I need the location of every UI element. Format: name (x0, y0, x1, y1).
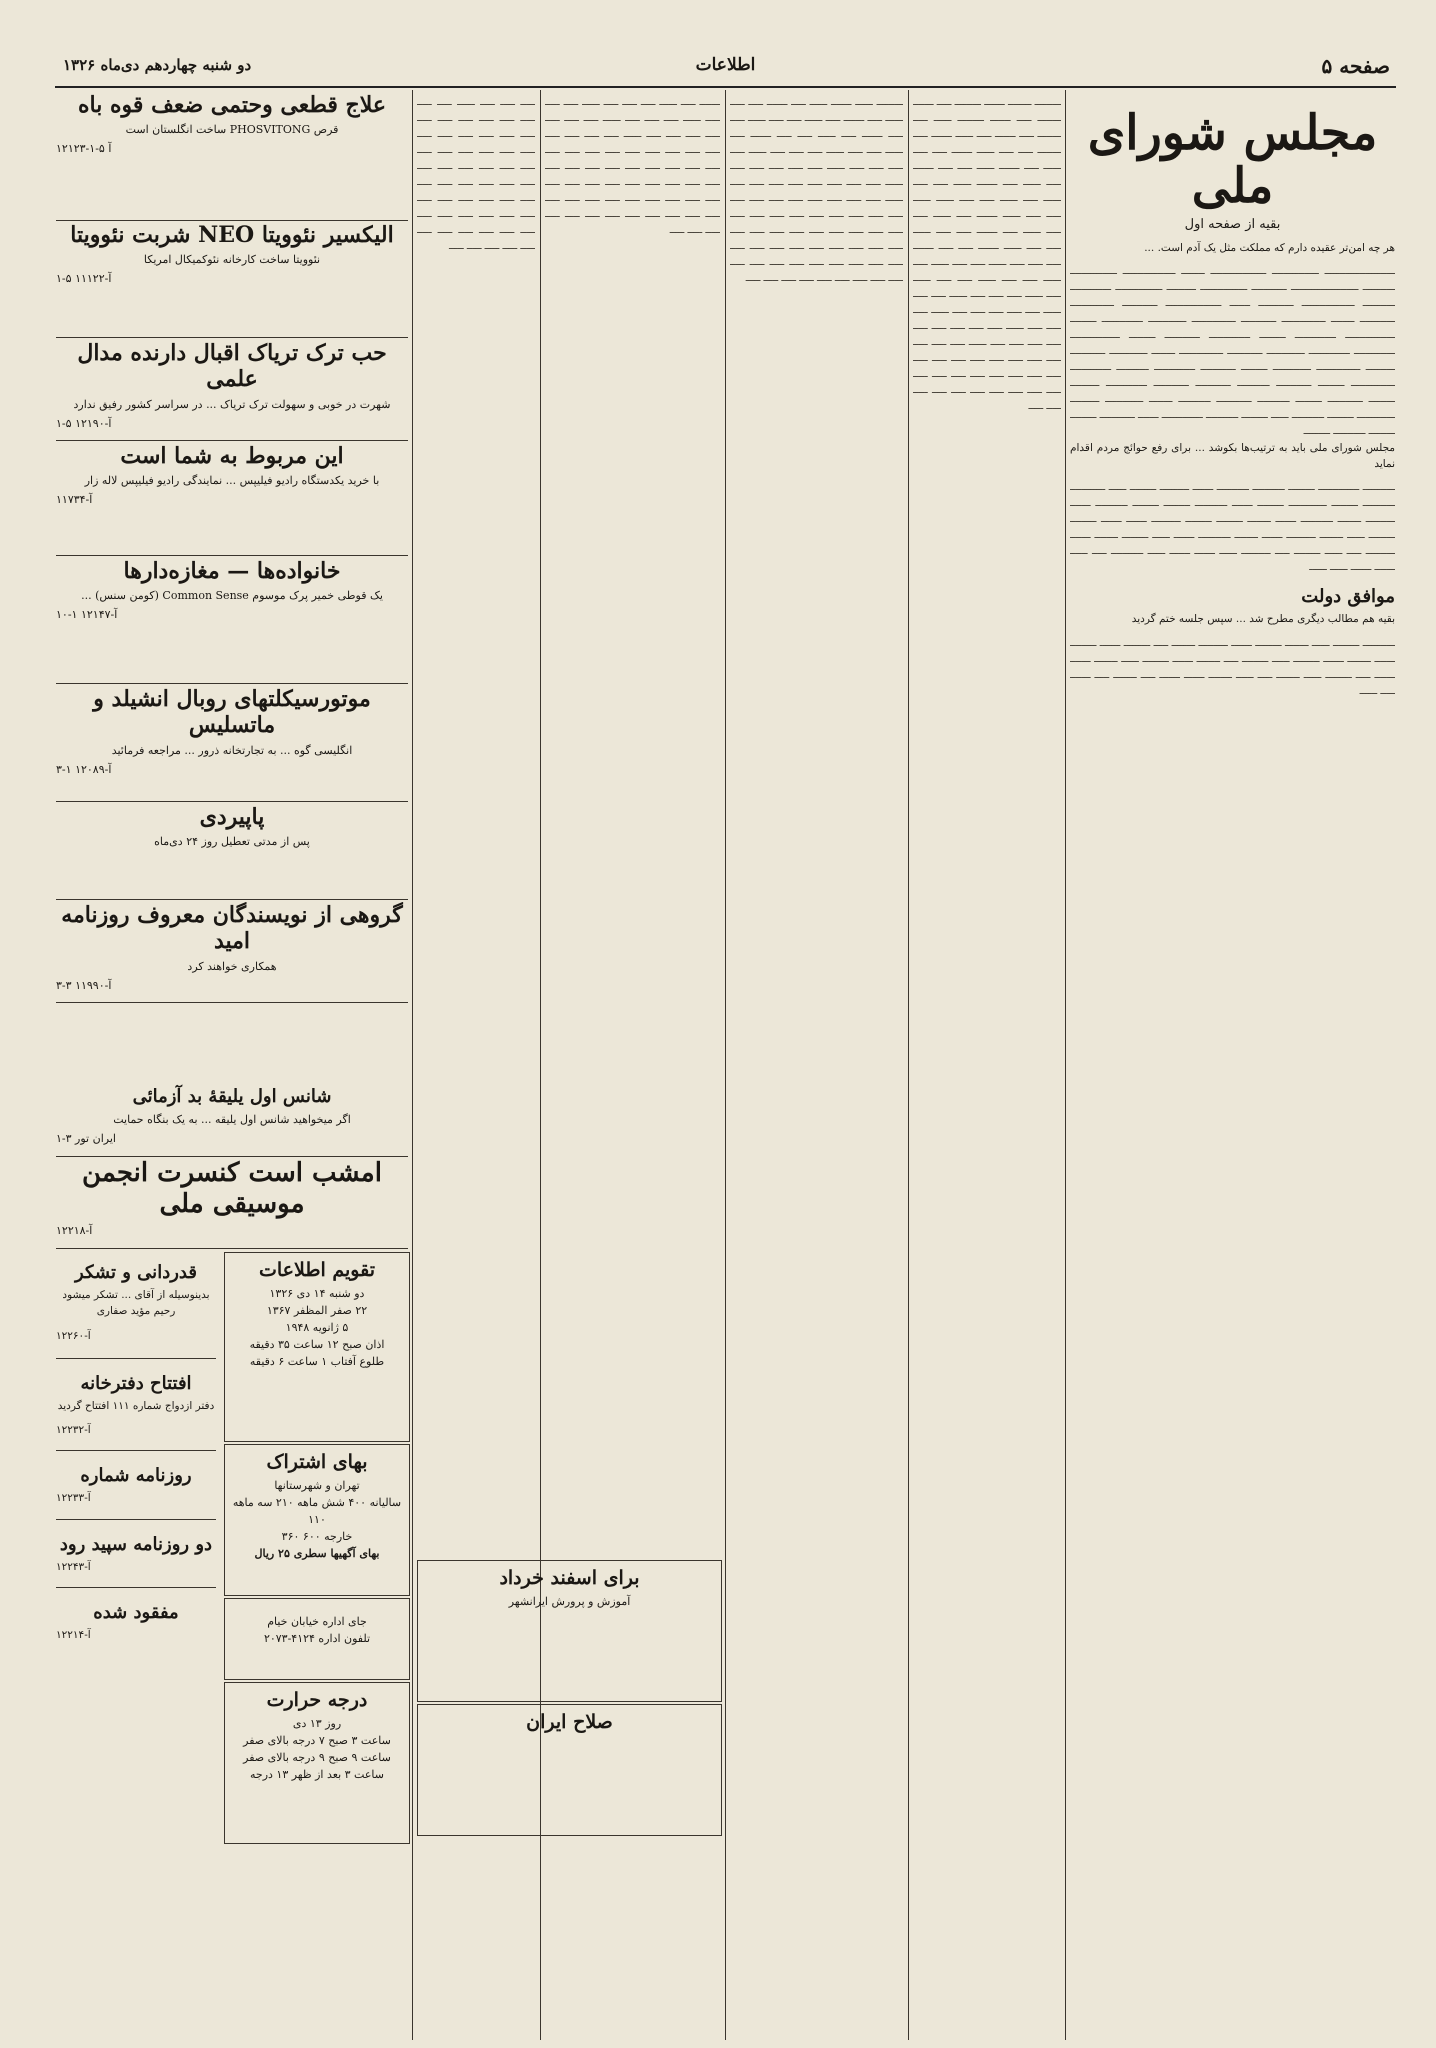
notice-title: روزنامه شماره (80, 1465, 192, 1487)
page-header (55, 48, 1396, 88)
ad-title: حب ترک تریاک اقبال دارنده مدال علمی (77, 340, 387, 393)
calendar-box (224, 1252, 410, 1442)
date-line: دو شنبه چهاردهم دی‌ماه ۱۳۲۶ (63, 56, 252, 74)
body-text: ـــــــــــ ــــــــــــــ ـــــــــ ـــــــــــ ـــــــــــ ـــــــ ــــــــــ ـــــــــ ــــــ ــــــــــــ ـــــــــــ ـــــــــ ـــــــــــــ ـــــــــ ـــــــ ـــــــــــ ـــــــــ ـــــــــ ـــــــــــ ـــــــ ــــــــــ ــــــــ ـــــــــــ ـــــــ ــــــــ ـــــــــ ـــــــــ ــــــــــ ـــــــ ـــــــ ـــــــــ ـــــــــ ــــــ ــــــــ ــــــــــ ـــــــ ــــــــ ـــــــــــ ـــــــ ــــــ ـــــــــ ــــــــ ـــــــ ــــــــــ ـــــ ــــــ ـــــــــ ـــــ ــــــــــ ــــــ ـــــــ ـــــــ ــــــ ـــــــــــ ـــــ ــــــ ـــــــ ـــــــ ــــــ ــــــ (1070, 482, 1395, 574)
calendar-row: دو شنبه ۱۴ دی ۱۳۲۶ (269, 1287, 365, 1300)
notice (56, 1451, 216, 1519)
ad-body: اگر میخواهید شانس اول یلیقه ... به یک بنگاه حمایت (113, 1112, 351, 1126)
ad-title: علاج قطعی وحتمی ضعف قوه باه (77, 92, 386, 118)
section-heading: موافق دولت (1301, 586, 1395, 608)
ad-body: پس از مدتی تعطیل روز ۲۴ دی‌ماه (154, 835, 310, 849)
ad-block (56, 92, 408, 221)
ad-ref: آ-۱۲۲۱۸ (56, 1224, 93, 1238)
calendar-row: ۲۲ صفر المظفر ۱۳۶۷ (266, 1304, 368, 1318)
article-headline: مجلس شورای ملی (1087, 105, 1378, 214)
paper-name: اطلاعات (695, 55, 756, 75)
notice (56, 1588, 216, 1655)
ad-title: خانواده‌ها — مغازه‌دارها (123, 558, 341, 584)
temperature-title: درجه حرارت (266, 1689, 368, 1711)
page-label: صفحه ۵ (1321, 54, 1390, 78)
notice-ref: آ-۱۲۲۳۲ (56, 1424, 91, 1437)
notice (56, 1359, 216, 1452)
ad-body: یک قوطی خمیر پرک موسوم Common Sense (کومن سنس) ... (81, 589, 383, 603)
notice-title: افتتاح دفترخانه (80, 1372, 192, 1394)
subscription-subtitle: تهران و شهرستانها (274, 1479, 360, 1492)
calendar-time: اذان صبح ۱۲ ساعت ۳۵ دقیقه (249, 1338, 385, 1352)
ad-block (56, 804, 408, 900)
ad-ref: آ-۱۱۷۳۴ (56, 493, 93, 507)
article-subhead: بقیه از صفحه اول (1184, 216, 1281, 232)
ad-body: با خرید یکدستگاه رادیو فیلیپس ... نمایندگی رادیو فیلیپس لاله زار (84, 474, 380, 488)
temperature-row: ساعت ۳ بعد از ظهر ۱۳ درجه (250, 1768, 384, 1782)
notices-column (56, 1252, 216, 2032)
ad-title: شانس اول یلیقهٔ بد آزمائی (132, 1086, 332, 1107)
article-paragraph: بقیه هم مطالب دیگری مطرح شد ... سپس جلسه ختم گردید (1131, 613, 1395, 626)
notice-ref: آ-۱۲۲۱۴ (56, 1628, 91, 1641)
article-column: ـــــــــ ــــــ ـــــــ ــــــ ـــــ ـــــــ ـــــ ـــــ ــــــ ـــــ ـــــــ ـــــ ــــــ ـــــ ـــــ ــــــ ـــــ ـــــ ـــــــ ـــــ ــــــ ـــــ ـــــ ـــــــ ـــــ ــــــ ـــــ ـــــ ــــــ ـــــ ـــــ ـــــ ــــــ ـــــ ـــــ ـــــ ـــــ ــــــ ـــــ ـــــ ـــــ ـــــ ـــــ ــــــ ـــــ ـــــ ـــــ ـــــ ـــــ ـــــ ـــــ ـــــ ــــــ ـــــ ـــــ ـــــ ـــــ ـــــ ـــــ ـــــ ـــــ ـــــ ـــــ ـــــ ـــــ ـــــ ـــــ ـــــ ـــــ ـــــ ـــــ ـــــ ـــــ ـــــ ـــــ ـــــ ـــــ ـــــ ـــــ ـــــ ـــــ ـــــ ـــــ ـــــ ـــــ ـــــ ـــــ ـــــ ـــــ ـــــ ـــــ ـــــ ـــــ ـــــ ـــــ ـــــ ـــــ ـــــ ـــــ ـــــ ـــــ ـــــ ـــــ ـــــ ـــــ ـــــ (730, 97, 903, 284)
article-paragraph: مجلس شورای ملی باید به ترتیب‌ها بکوشد ... برای رفع حوائج مردم اقدام نماید (1070, 441, 1395, 471)
main-article (1070, 95, 1395, 2035)
body-text: ـــــــــــ ـــــــــ ــــــ ــــــــ ـــــــــ ـــــــ ــــــــــ ــــــــ ـــــ ـــــــــ ـــــــ ـــــــــ ـــــــ ــــــــ ـــــــ ـــــــــ ــــــ ـــــــــ ـــــ ــــــــ ـــــــ ـــــــــ ــــــ ــــــــ ـــــــ ـــــــ ـــــ ـــــــــ ــــــ ــــــــ ـــــ ــــــ ــــــــ ـــــــ ـــــــ ـــــ ــــــــ ـــــ ـــــــ ـــــ ــــــ (1070, 637, 1395, 697)
salah-iran-box (417, 1704, 722, 1836)
ad-title: امشب است کنسرت انجمن موسیقی ملی (82, 1158, 382, 1220)
education-ad-title: برای اسفند خرداد (499, 1567, 640, 1589)
column-rule (1065, 90, 1066, 2040)
notice-ref: آ-۱۲۲۴۳ (56, 1560, 91, 1573)
ad-ref: ایران تور ۳-۱ (56, 1131, 116, 1145)
notice (56, 1262, 216, 1359)
office-line: جای اداره خیابان خیام (267, 1615, 367, 1628)
notice-title: قدردانی و تشکر (75, 1262, 197, 1283)
temperature-row: ساعت ۹ صبح ۹ درجه بالای صفر (243, 1751, 391, 1765)
temperature-date: روز ۱۳ دی (292, 1717, 342, 1730)
notice-title: مفقود شده (93, 1601, 179, 1623)
ad-body: قرص PHOSVITONG ساخت انگلستان است (125, 123, 339, 137)
ad-block (56, 902, 408, 1003)
subscription-row: خارجه ۶۰۰ ۳۶۰ (281, 1530, 353, 1544)
calendar-row: ۵ ژانویه ۱۹۴۸ (285, 1321, 349, 1335)
notice-ref: آ-۱۲۲۶۰ (56, 1329, 91, 1342)
subscription-row: سالیانه ۴۰۰ شش ماهه ۲۱۰ سه ماهه ۱۱۰ (232, 1496, 402, 1527)
article-column: ـــــــــ ــــــــ ـــــــ ـــــــــ ـــــ ـــــــ ــــــــ ـــــ ـــــــ ـــــــــ ــــــ ـــــ ــــــــ ـــــ ـــــــ ـــــ ــــــ ـــــــ ـــــ ــــــــ ـــــ ـــــ ــــــ ـــــــ ـــــ ـــــ ــــــ ـــــ ـــــــ ــــــ ـــــ ـــــ ـــــــ ـــــ ــــــ ـــــ ـــــــ ــــــ ـــــ ـــــ ــــــ ـــــ ــــــ ـــــ ـــــ ــــــ ــــــ ـــــ ـــــ ــــــ ـــــــ ـــــ ــــــ ـــــ ـــــ ــــــ ـــــ ـــــــ ـــــ ـــــ ــــــ ـــــ ـــــ ــــــ ـــــــ ـــــ ـــــ ـــــــ ـــــ ـــــ ـــــ ــــــ ـــــ ـــــ ــــــ ـــــ ــــــ ـــــ ـــــ ــــــ ـــــ ـــــ ــــــ ـــــ ــــــ ـــــ ـــــ ـــــ ــــــ ـــــ ـــــ ــــــ ـــــ ـــــ ـــــ ـــــ ـــــ ــــــ ـــــ ـــــ ـــــ ــــــ ـــــ ـــــ ـــــ ـــــ ـــــ ـــــ ـــــ ـــــ ـــــ ــــــ ـــــ ـــــ ـــــ ـــــ ـــــ ـــــ ـــــ ـــــ ـــــ ـــــ ـــــ ـــــ ـــــ ـــــ ـــــ ـــــ ـــــ ـــــ ـــــ ـــــ ـــــ ـــــ ـــــ ـــــ ـــــ ـــــ ـــــ ـــــ ـــــ (913, 97, 1061, 412)
ad-body: انگلیسی گوه ... به تجارتخانه ذرور ... مراجعه فرمائید (111, 743, 353, 757)
temperature-row: ساعت ۳ صبح ۷ درجه بالای صفر (243, 1734, 391, 1748)
article-column: ـــــ ـــــ ـــــ ــــــ ـــــ ـــــ ـــــ ـــــ ـــــ ـــــ ـــــ ـــــ ـــــ ـــــ ـــــ ـــــ ـــــ ـــــ ـــــ ـــــ ـــــ ـــــ ـــــ ـــــ ـــــ ـــــ ـــــ ـــــ ـــــ ـــــ ـــــ ـــــ ـــــ ـــــ ـــــ ـــــ ـــــ ـــــ ـــــ ـــــ ـــــ ـــــ ـــــ ـــــ ـــــ ـــــ ـــــ ـــــ ـــــ ـــــ ـــــ ـــــ ـــــ ـــــ ـــــ ـــــ ـــــ ـــــ ـــــ (417, 97, 535, 252)
ad-block (56, 1006, 408, 1157)
subscription-box (224, 1444, 410, 1596)
ad-ref: ۱۲۱۲۳-آ ۵-۱ (56, 142, 112, 156)
ad-ref: آ-۱۲۱۴۷ ۱-۱۰ (56, 608, 118, 622)
ad-ref: آ-۱۱۱۲۲ ۵-۱ (56, 272, 112, 286)
ad-block (56, 222, 408, 338)
ad-block (56, 686, 408, 802)
column-rule (725, 90, 726, 2040)
ad-title: پاپیردی (199, 804, 265, 830)
ad-ref: آ-۱۲۰۸۹ ۱-۳ (56, 762, 112, 776)
ad-block (56, 558, 408, 684)
column-rule (412, 90, 413, 2040)
salah-iran-title: صلاح ایران (526, 1711, 613, 1733)
education-ad (417, 1560, 722, 1702)
notice (56, 1520, 216, 1588)
notice-title: دو روزنامه سپید رود (59, 1533, 213, 1555)
body-text: ــــــــــــــــــــــــ ــــــــــــــــ ـــــــــــــــــــ ــــــــ ــــــــــــــــــ ــــــــــــــــ ـــــــــــ ـــــــــــــــــــــــ ــــــــــــ ــــــــــــــــ ــــــــــ ــــــــــــــــ ــــــــــــــ ـــــــــــ ــــــــــــــــــ ــــــــــــ ـــــــ ـــــــــــــــــــ ــــــــــــ ـــــــــــــــ ــــــــــــ ــــــــ ـــــــــــــــ ــــــــــــ ـــــــــــــــ ـــــــــــــ ــــــــــــــ ـــــــــ ـــــــــــــــــ ــــــــــــــ ـــــــــ ــــــــــــــ ــــــــــــ ـــــــــ ـــــــــــــــــ ــــــــــــــ ــــــــــــــ ـــــــــــــ ــــــــــــ ـــــــــــــــ ــــــــ ـــــــــــــ ــــــــــــ ــــــــــ ـــــــــــــــ ـــــــــــــ ـــــــــ ــــــــــــ ــــــــــــــ ـــــــــــ ــــــــــــــ ـــــــــــــــ ـــــــــ ــــــــــــ ـــــــــــ ــــــــــــ ــــــــــــ ــــــــــــــ ــــــــــ ـــــــــ ــــــــــــ ـــــــــ ـــــــــــ ــــــــــــ ـــــــــــ ــــــــ ـــــــــــــ ــــــــــ ـــــــــــــ ـــــــــ ـــــــــــ ــــــ ـــــــــ ـــــــــــ ــــــــــــــ ـــــــ ــــــــــــ ـــــــــ ـــــــــ ـــــــــــ ـــــــــ (1070, 265, 1395, 437)
ad-title: موتورسیکلتهای روبال انشیلد و ماتسلیس (93, 686, 371, 739)
subscription-title: بهای اشتراک (266, 1451, 368, 1473)
calendar-time: طلوع آفتاب ۱ ساعت ۶ دقیقه (249, 1355, 385, 1369)
ad-ref: آ-۱۱۹۹۰ ۳-۳ (56, 978, 112, 992)
notice-body: بدینوسیله از آقای ... تشکر میشود رحیم مؤید صفاری (62, 1289, 210, 1318)
office-box (224, 1598, 410, 1680)
ad-body: نئوویتا ساخت کارخانه نئوکمیکال امریکا (143, 253, 321, 267)
ad-ref: آ-۱۲۱۹۰ ۵-۱ (56, 416, 112, 430)
notice-body: دفتر ازدواج شماره ۱۱۱ افتتاح گردید (57, 1399, 215, 1412)
education-ad-body: آموزش و پرورش ایرانشهر (508, 1595, 631, 1608)
ad-title: گروهی از نویسندگان معروف روزنامه امید (61, 902, 403, 955)
ad-title: این مربوط به شما است (120, 443, 344, 469)
ad-block (56, 1158, 408, 1249)
ad-body: شهرت در خوبی و سهولت ترک تریاک ... در سراسر کشور رفیق ندارد (73, 397, 391, 411)
office-line: تلفون اداره ۴۱۲۴-۲۰۷۳ (263, 1632, 371, 1646)
ad-price-note: بهای آگهیها سطری ۲۵ ریال (254, 1547, 380, 1561)
column-rule (908, 90, 909, 2040)
ad-block (56, 340, 408, 441)
temperature-box (224, 1682, 410, 1844)
ad-title: الیکسیر نئوویتا NEO شربت نئوویتا (70, 222, 394, 248)
ad-block (56, 443, 408, 556)
article-column: ـــــــ ـــــ ــــــ ـــــ ـــــ ـــــ ــــــ ـــــ ـــــ ـــــ ــــــ ـــــ ـــــ ـــــ ــــــ ـــــ ـــــ ـــــ ـــــ ـــــ ـــــ ـــــ ــــــ ـــــ ـــــ ـــــ ـــــ ـــــ ـــــ ـــــ ـــــ ـــــ ـــــ ـــــ ـــــ ـــــ ـــــ ـــــ ـــــ ـــــ ـــــ ـــــ ـــــ ـــــ ـــــ ـــــ ـــــ ـــــ ـــــ ـــــ ـــــ ـــــ ـــــ ـــــ ـــــ ـــــ ـــــ ـــــ ـــــ ـــــ ـــــ ـــــ ـــــ ـــــ ـــــ ـــــ ـــــ ـــــ ـــــ ـــــ ـــــ ـــــ ـــــ ـــــ ـــــ (545, 97, 720, 236)
ad-body: همکاری خواهند کرد (187, 959, 277, 973)
notice-ref: آ-۱۲۲۳۳ (56, 1492, 91, 1505)
calendar-title: تقویم اطلاعات (258, 1259, 375, 1281)
article-paragraph: هر چه امن‌تر عقیده دارم که مملکت مثل یک آدم است. ... (1144, 241, 1395, 254)
